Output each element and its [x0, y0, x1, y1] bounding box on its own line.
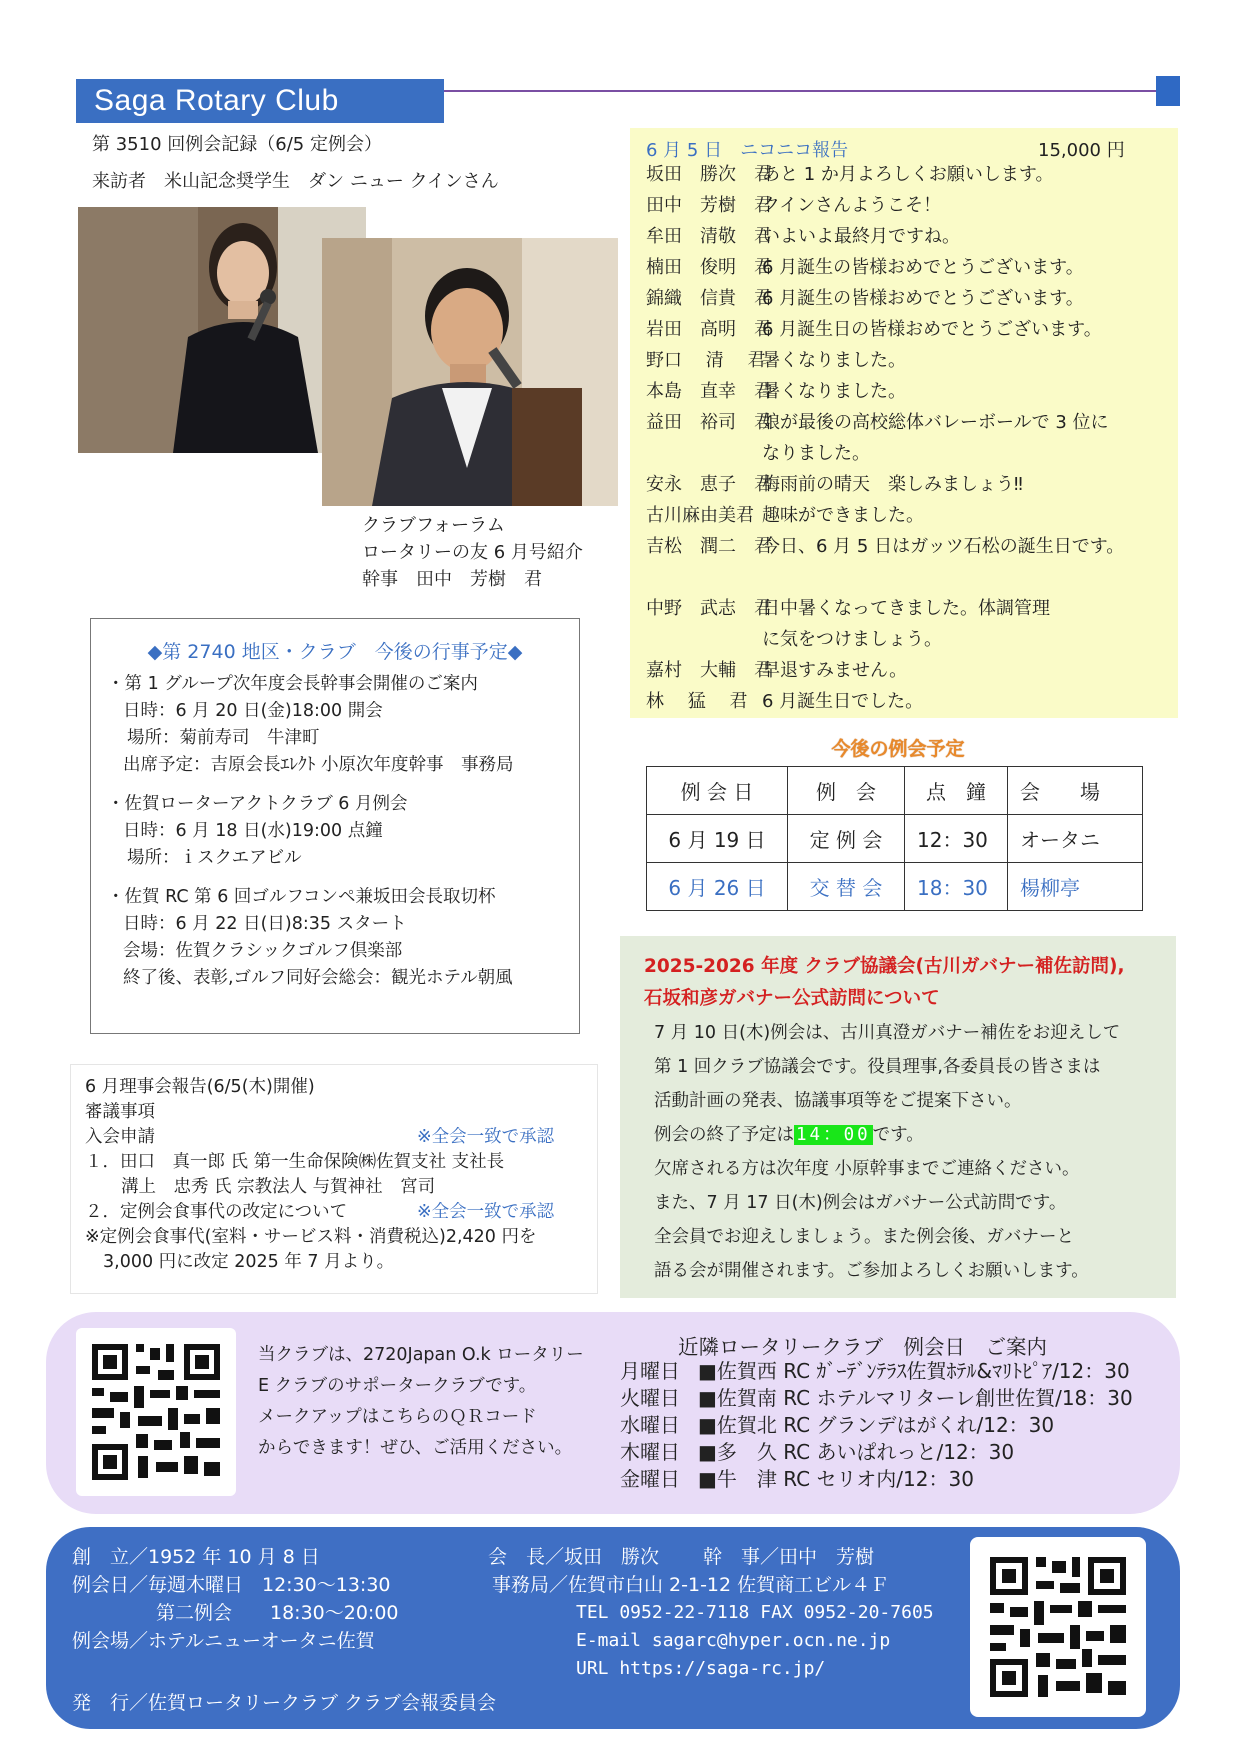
nikoniko-member-name: 錦織 信貴 君 — [646, 288, 772, 309]
supporter-line: 当クラブは、2720Japan O.k ロータリー — [258, 1345, 584, 1365]
footer-second-meeting: 第二例会 18:30～20:00 — [156, 1602, 399, 1624]
council-end-suffix: です。 — [872, 1125, 924, 1145]
events-title: ◆第 2740 地区・クラブ 今後の行事予定◆ — [147, 641, 523, 663]
board-item1-label: 入会申請 — [85, 1127, 155, 1147]
schedule-header: 例 会 — [788, 767, 905, 815]
nearby-club-info: ■佐賀南 RC ホテルマリターレ創世佐賀/18：30 — [698, 1386, 1133, 1410]
nikoniko-message: 6 月誕生の皆様おめでとうございます。 — [762, 288, 1084, 309]
nearby-club-row — [620, 1412, 1054, 1439]
photo-caption-1: クラブフォーラム — [362, 515, 505, 536]
nikoniko-member-name: 古川麻由美君 — [646, 505, 754, 526]
schedule-cell: 交 替 会 — [788, 863, 905, 911]
council-line: また、7 月 17 日(木)例会はガバナー公式訪問です。 — [654, 1193, 1067, 1213]
nikoniko-row — [646, 593, 1052, 655]
footer-publisher: 発 行／佐賀ロータリークラブ クラブ会報委員会 — [72, 1692, 497, 1714]
council-line: 7 月 10 日(木)例会は、古川真澄ガバナー補佐をお迎えして — [654, 1023, 1121, 1043]
schedule-header: 点 鐘 — [905, 767, 1008, 815]
nikoniko-row — [646, 252, 1167, 283]
nikoniko-message: 日中暑くなってきました。体調管理に気をつけましょう。 — [762, 598, 1050, 650]
meeting-record: 第 3510 回例会記録（6/5 定例会） — [92, 134, 382, 155]
nikoniko-message: 6 月誕生の皆様おめでとうございます。 — [762, 257, 1084, 278]
council-line: 活動計画の発表、協議事項等をご提案下さい。 — [654, 1091, 1022, 1111]
schedule-table — [646, 766, 1143, 911]
footer-officers: 会 長／坂田 勝次 幹 事／田中 芳樹 — [488, 1546, 875, 1568]
header-accent-square — [1156, 76, 1180, 106]
makeup-qr-code[interactable] — [76, 1328, 236, 1496]
nikoniko-row — [646, 531, 1167, 562]
nikoniko-title: 6 月 5 日 ニコニコ報告 — [646, 140, 849, 161]
schedule-row — [647, 863, 1143, 911]
nikoniko-report — [630, 128, 1178, 718]
photo-secretary-speech — [322, 238, 618, 506]
footer-tel: TEL 0952-22-7118 FAX 0952-20-7605 — [576, 1602, 934, 1623]
nikoniko-member-name: 吉松 潤二 君 — [646, 536, 772, 557]
event-line: ・第 1 グループ次年度会長幹事会開催のご案内 — [107, 674, 478, 694]
board-report — [70, 1064, 598, 1294]
nikoniko-row — [646, 655, 1167, 686]
council-notice — [620, 936, 1176, 1298]
nikoniko-message: 趣味ができました。 — [762, 505, 924, 526]
board-note-1: ※定例会食事代(室料・サービス料・消費税込)2,420 円を — [85, 1227, 537, 1247]
board-title: 6 月理事会報告(6/5(木)開催) — [85, 1077, 315, 1097]
event-line: 場所：菊前寿司 牛津町 — [127, 728, 320, 748]
nikoniko-member-name: 野口 清 君 — [646, 350, 766, 371]
nearby-club-row — [620, 1358, 1130, 1385]
footer-office: 事務局／佐賀市白山 2-1-12 佐賀商工ビル４Ｆ — [492, 1574, 890, 1596]
nikoniko-member-name: 田中 芳樹 君 — [646, 195, 772, 216]
board-member-2: 溝上 忠秀 氏 宗教法人 与賀神社 宮司 — [121, 1177, 436, 1197]
nearby-club-info: ■多 久 RC あいぱれっと/12：30 — [698, 1440, 1015, 1464]
nearby-club-day: 木曜日 — [620, 1440, 680, 1464]
nearby-club-row — [620, 1385, 1133, 1412]
nikoniko-message: いよいよ最終月ですね。 — [762, 226, 960, 247]
council-end-time: 14：00 — [796, 1125, 871, 1145]
header-divider — [444, 90, 1158, 92]
nearby-club-info: ■佐賀西 RC ｶﾞｰﾃﾞﾝﾃﾗｽ佐賀ﾎﾃﾙ&ﾏﾘﾄﾋﾟｱ/12：30 — [698, 1359, 1130, 1383]
nikoniko-member-name: 益田 裕司 君 — [646, 412, 772, 433]
nikoniko-row — [646, 190, 1167, 221]
nearby-club-day: 月曜日 — [620, 1359, 680, 1383]
nikoniko-row — [646, 500, 1167, 531]
board-member-1: １．田口 真一郎 氏 第一生命保険㈱佐賀支社 支社長 — [85, 1152, 505, 1172]
nikoniko-message: 早退すみません。 — [762, 660, 908, 681]
event-line: 出席予定：吉原会長ｴﾚｸﾄ 小原次年度幹事 事務局 — [123, 755, 514, 775]
nikoniko-message: 今日、6 月 5 日はガッツ石松の誕生日です。 — [762, 536, 1125, 557]
nearby-club-info: ■佐賀北 RC グランデはがくれ/12：30 — [698, 1413, 1055, 1437]
supporter-line: からできます！ぜひ、ご活用ください。 — [258, 1438, 573, 1458]
nikoniko-row — [646, 221, 1167, 252]
council-line: 全会員でお迎えしましょう。また例会後、ガバナーと — [654, 1227, 1074, 1247]
schedule-cell: 12：30 — [905, 815, 1008, 863]
nearby-club-day: 水曜日 — [620, 1413, 680, 1437]
schedule-cell: 18：30 — [905, 863, 1008, 911]
nearby-club-day: 金曜日 — [620, 1467, 680, 1491]
nearby-club-row — [620, 1439, 1014, 1466]
nikoniko-member-name: 岩田 高明 君 — [646, 319, 772, 340]
nikoniko-message: 6 月誕生日でした。 — [762, 691, 924, 712]
nearby-club-row — [620, 1466, 974, 1493]
board-approved-2: ※全会一致で承認 — [417, 1202, 555, 1222]
council-title-2: 石坂和彦ガバナー公式訪問について — [644, 988, 940, 1009]
council-title-1: 2025-2026 年度 クラブ協議会(古川ガバナー補佐訪問), — [644, 956, 1125, 977]
footer-email[interactable]: E-mail sagarc@hyper.ocn.ne.jp — [576, 1630, 891, 1651]
council-end-line — [654, 1118, 924, 1152]
footer-url[interactable]: URL https://saga-rc.jp/ — [576, 1658, 826, 1679]
nikoniko-message: 6 月誕生日の皆様おめでとうございます。 — [762, 319, 1102, 340]
event-line: 日時：6 月 18 日(水)19:00 点鐘 — [123, 821, 383, 841]
nikoniko-member-name: 林 猛 君 — [646, 691, 748, 712]
council-end-prefix: 例会の終了予定は — [654, 1125, 794, 1145]
nearby-club-info: ■牛 津 RC セリオ内/12：30 — [698, 1467, 974, 1491]
schedule-cell: 楊柳亭 — [1008, 863, 1143, 911]
nikoniko-row — [646, 159, 1167, 190]
nikoniko-member-name: 楠田 俊明 君 — [646, 257, 772, 278]
council-line: 第 1 回クラブ協議会です。役員理事,各委員長の皆さまは — [654, 1057, 1101, 1077]
photo-caption-2: ロータリーの友 6 月号紹介 — [362, 542, 583, 563]
nikoniko-row — [646, 686, 1167, 717]
council-line: 欠席される方は次年度 小原幹事までご連絡ください。 — [654, 1159, 1080, 1179]
board-subtitle: 審議事項 — [85, 1102, 155, 1122]
footer-venue: 例会場／ホテルニューオータニ佐賀 — [72, 1630, 375, 1652]
schedule-header: 例 会 日 — [647, 767, 788, 815]
nikoniko-member-name: 本島 直幸 君 — [646, 381, 772, 402]
board-approved-1: ※全会一致で承認 — [417, 1127, 555, 1147]
club-title: Saga Rotary Club — [76, 79, 444, 123]
supporter-line: E クラブのサポータークラブです。 — [258, 1376, 537, 1396]
nearby-clubs-title: 近隣ロータリークラブ 例会日 ご案内 — [678, 1335, 1047, 1359]
nikoniko-message: クインさんようこそ！ — [762, 195, 942, 216]
council-line: 語る会が開催されます。ご参加よろしくお願いします。 — [654, 1261, 1089, 1281]
website-qr-code[interactable] — [970, 1537, 1146, 1717]
event-line: 終了後、表彰,ゴルフ同好会総会：観光ホテル朝風 — [123, 968, 513, 988]
nikoniko-message: あと 1 か月よろしくお願いします。 — [762, 164, 1054, 185]
nikoniko-member-name: 坂田 勝次 君 — [646, 164, 772, 185]
events-box — [90, 618, 580, 1034]
footer-founded: 創 立／1952 年 10 月 8 日 — [72, 1546, 320, 1568]
board-item2: ２．定例会食事代の改定について — [85, 1202, 348, 1222]
nikoniko-message: 梅雨前の晴天 楽しみましょう‼ — [762, 474, 1023, 495]
schedule-cell: オータニ — [1008, 815, 1143, 863]
nikoniko-message: 暑くなりました。 — [762, 350, 906, 371]
schedule-header-row — [647, 767, 1143, 815]
schedule-cell: 6 月 19 日 — [647, 815, 788, 863]
event-line: 日時：6 月 20 日(金)18:00 開会 — [123, 701, 383, 721]
nikoniko-amount: 15,000 円 — [1038, 140, 1125, 161]
nikoniko-row — [646, 407, 1112, 469]
event-line: 会場：佐賀クラシックゴルフ倶楽部 — [123, 941, 403, 961]
nikoniko-member-name: 中野 武志 君 — [646, 598, 772, 619]
nikoniko-row — [646, 469, 1167, 500]
nikoniko-message: 娘が最後の高校総体バレーボールで 3 位になりました。 — [762, 412, 1109, 464]
nearby-club-day: 火曜日 — [620, 1386, 680, 1410]
nikoniko-row — [646, 314, 1167, 345]
nikoniko-member-name: 安永 恵子 君 — [646, 474, 772, 495]
event-line: 場所：ｉスクエアビル — [127, 848, 302, 868]
schedule-cell: 定 例 会 — [788, 815, 905, 863]
nikoniko-row — [646, 376, 1167, 407]
nikoniko-message: 暑くなりました。 — [762, 381, 906, 402]
nikoniko-member-name: 牟田 清敬 君 — [646, 226, 772, 247]
visitor-line: 来訪者 米山記念奨学生 ダン ニュー クインさん — [92, 171, 499, 192]
photo-caption-3: 幹事 田中 芳樹 君 — [362, 569, 542, 590]
schedule-header: 会 場 — [1008, 767, 1143, 815]
nikoniko-row — [646, 345, 1167, 376]
schedule-cell: 6 月 26 日 — [647, 863, 788, 911]
schedule-title: 今後の例会予定 — [831, 738, 965, 760]
supporter-line: メークアップはこちらのＱＲコード — [258, 1407, 537, 1427]
event-line: ・佐賀 RC 第 6 回ゴルフコンペ兼坂田会長取切杯 — [107, 887, 496, 907]
footer-meeting-day: 例会日／毎週木曜日 12:30～13:30 — [72, 1574, 391, 1596]
nikoniko-row — [646, 283, 1167, 314]
schedule-row — [647, 815, 1143, 863]
event-line: ・佐賀ローターアクトクラブ 6 月例会 — [107, 794, 408, 814]
nikoniko-member-name: 嘉村 大輔 君 — [646, 660, 772, 681]
board-note-2: 3,000 円に改定 2025 年 7 月より。 — [103, 1252, 395, 1272]
event-line: 日時：6 月 22 日(日)8:35 スタート — [123, 914, 407, 934]
